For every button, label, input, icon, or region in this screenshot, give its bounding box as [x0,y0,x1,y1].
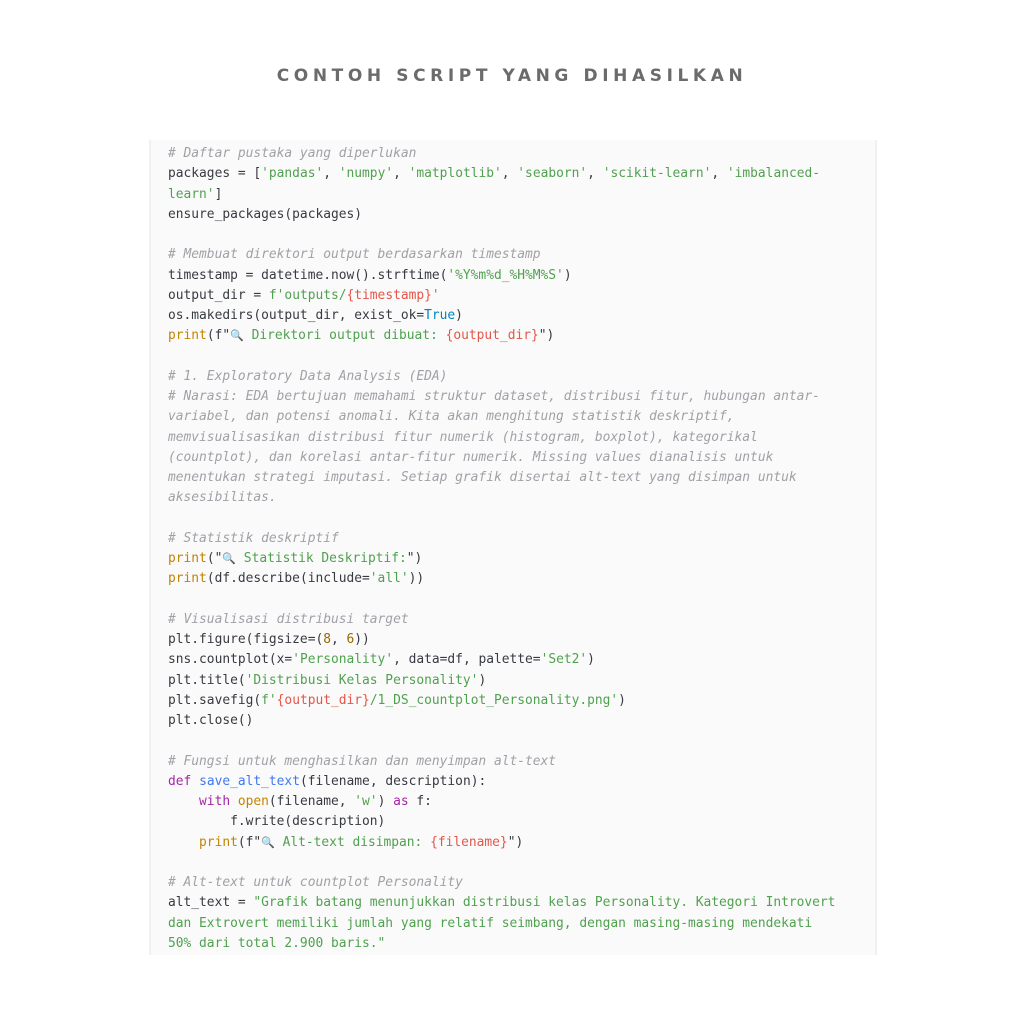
code-line [168,286,875,306]
code-text: , [587,166,603,182]
code-comment: aksesibilitas. [168,490,277,506]
code-text: ) [587,652,595,668]
code-text: plt.figure(figsize=( [168,632,324,647]
code-text: ) [455,308,463,323]
code-line [168,873,875,893]
code-line [168,752,875,772]
code-builtin: print [168,328,207,344]
code-line [168,853,875,873]
code-comment: memvisualisasikan distribusi fitur numerik (histogram, boxplot), kategorikal [168,429,758,445]
code-line [168,610,875,630]
code-line [168,347,875,367]
code-text: , data=df, palette= [393,652,541,668]
code-text: )) [408,571,425,587]
code-text: timestamp = datetime.now().strftime( [168,267,448,283]
code-line [168,245,875,265]
code-interpolation: {timestamp} [346,287,432,303]
code-string: 'seaborn' [517,166,588,182]
code-text: alt_text = [168,895,254,911]
code-string: Alt-text disimpan: [274,834,431,850]
code-line [168,326,875,346]
code-line [168,569,875,589]
code-builtin: print [168,571,207,587]
code-line [168,306,875,326]
code-line [168,731,875,751]
code-text: f: [408,794,432,809]
code-constant: True [424,308,456,323]
code-string: "Grafik batang menunjukkan distribusi kelas Personality. Kategori Introvert [253,895,836,911]
code-line [168,509,875,529]
code-line [168,407,875,427]
code-text [168,835,199,850]
magnifier-icon: 🔍 [222,552,237,565]
code-interpolation: {output_dir} [445,328,539,344]
code-text: , [711,166,727,182]
code-text: (filename, description): [299,773,487,789]
code-number: 8 [323,632,331,647]
code-string: ' [431,287,440,303]
code-comment: (countplot), dan korelasi antar-fitur numerik. Missing values dianalisis untuk [168,449,774,465]
code-content [168,144,875,954]
code-interpolation: {filename} [430,834,508,850]
code-line [168,266,875,286]
code-line [168,934,875,954]
code-line [168,529,875,549]
code-line [168,792,875,812]
code-line [168,812,875,832]
code-line [168,691,875,711]
code-string: Statistik Deskriptif: [236,551,407,566]
code-keyword: def [168,773,192,789]
code-text: plt.title( [168,672,246,688]
code-string: f' [261,692,277,708]
code-string: 'Distribusi Kelas Personality' [245,672,479,688]
code-line [168,448,875,468]
code-line [168,772,875,792]
code-string: 'pandas' [261,166,324,182]
code-line [168,185,875,205]
code-line [168,833,875,853]
code-comment: menentukan strategi imputasi. Setiap grafik disertai alt-text yang disimpan untuk [168,470,797,485]
code-text: sns.countplot(x= [168,652,293,668]
code-string: 'imbalanced- [726,166,821,182]
code-comment: # Daftar pustaka yang diperlukan [168,146,417,161]
code-line [168,630,875,650]
code-line [168,225,875,245]
magnifier-icon: 🔍 [261,835,275,849]
code-line [168,549,875,569]
code-line [168,488,875,508]
code-comment: # Fungsi untuk menghasilkan dan menyimpan alt-text [168,753,557,769]
code-string: 50% dari total 2.900 baris." [168,935,386,951]
code-comment: # Visualisasi distribusi target [168,611,409,627]
code-string: learn' [168,186,215,202]
code-comment: # Narasi: EDA bertujuan memahami struktur dataset, distribusi fitur, hubungan antar- [168,389,820,404]
code-text: ) [563,267,572,283]
code-text: (f" [237,834,262,850]
code-text: , [393,166,409,182]
code-comment: # Statistik deskriptif [168,530,339,546]
code-text: ) [377,794,394,809]
code-string: 'w' [354,794,378,809]
code-line [168,428,875,448]
magnifier-icon: 🔍 [230,329,244,343]
code-text: packages = [ [168,166,262,182]
code-text [191,774,199,789]
code-line [168,650,875,670]
code-line [168,205,875,225]
code-text: , [501,166,518,182]
code-text: plt.savefig( [168,692,262,708]
code-text [230,794,238,809]
code-text: )) [354,632,370,647]
code-string: f'outputs/ [268,287,347,303]
code-keyword: as [393,794,409,809]
code-text [168,794,199,809]
code-keyword: with [199,794,231,809]
code-builtin: print [168,551,207,566]
code-interpolation: {output_dir} [276,692,370,708]
code-string: dan Extrovert memiliki jumlah yang relatif seimbang, dengan masing-masing mendekati [168,915,813,931]
code-text: (df.describe(include= [206,571,370,587]
code-string: 'Set2' [540,652,588,668]
code-function-name: save_alt_text [199,773,300,789]
code-text: (" [206,551,223,566]
code-line [168,468,875,488]
code-line [168,164,875,184]
code-line [168,144,875,164]
code-string: 'matplotlib' [408,166,502,182]
code-comment: variabel, dan potensi anomali. Kita akan menghitung statistik deskriptif, [168,409,735,425]
code-text: ensure_packages(packages) [168,206,363,222]
code-string: Direktori output dibuat: [243,328,446,344]
code-string: '%Y%m%d_%H%M%S' [447,267,564,283]
code-comment: # 1. Exploratory Data Analysis (EDA) [168,368,448,384]
code-line [168,893,875,913]
code-line [168,671,875,691]
code-builtin: open [237,794,269,809]
code-text: , [330,632,347,647]
code-line [168,914,875,934]
code-text: (f" [206,328,231,344]
code-text: ) [478,672,487,688]
code-comment: # Alt-text untuk countplot Personality [168,875,463,890]
code-text: os.makedirs(output_dir, exist_ok= [168,308,425,323]
code-line [168,387,875,407]
code-string: 'numpy' [338,166,394,182]
code-comment: # Membuat direktori output berdasarkan timestamp [168,247,541,263]
code-text: ") [406,551,423,566]
code-text: plt.close() [168,713,254,728]
code-line [168,367,875,387]
code-text: ] [214,186,223,202]
code-text: ") [538,328,555,344]
code-text: ) [618,692,626,708]
code-line [168,590,875,610]
code-string: 'all' [369,571,409,587]
code-builtin: print [199,834,238,850]
code-text: output_dir = [168,287,269,303]
code-string: /1_DS_countplot_Personality.png' [369,692,619,708]
code-block [149,140,877,955]
code-string: 'Personality' [292,652,394,668]
code-text: , [323,166,339,182]
code-line [168,711,875,731]
code-number: 6 [346,632,355,647]
code-text: ") [507,834,524,850]
code-string: 'scikit-learn' [602,166,712,182]
page-title: CONTOH SCRIPT YANG DIHASILKAN [276,66,748,86]
code-text: f.write(description) [168,814,386,830]
code-text: (filename, [268,794,355,809]
